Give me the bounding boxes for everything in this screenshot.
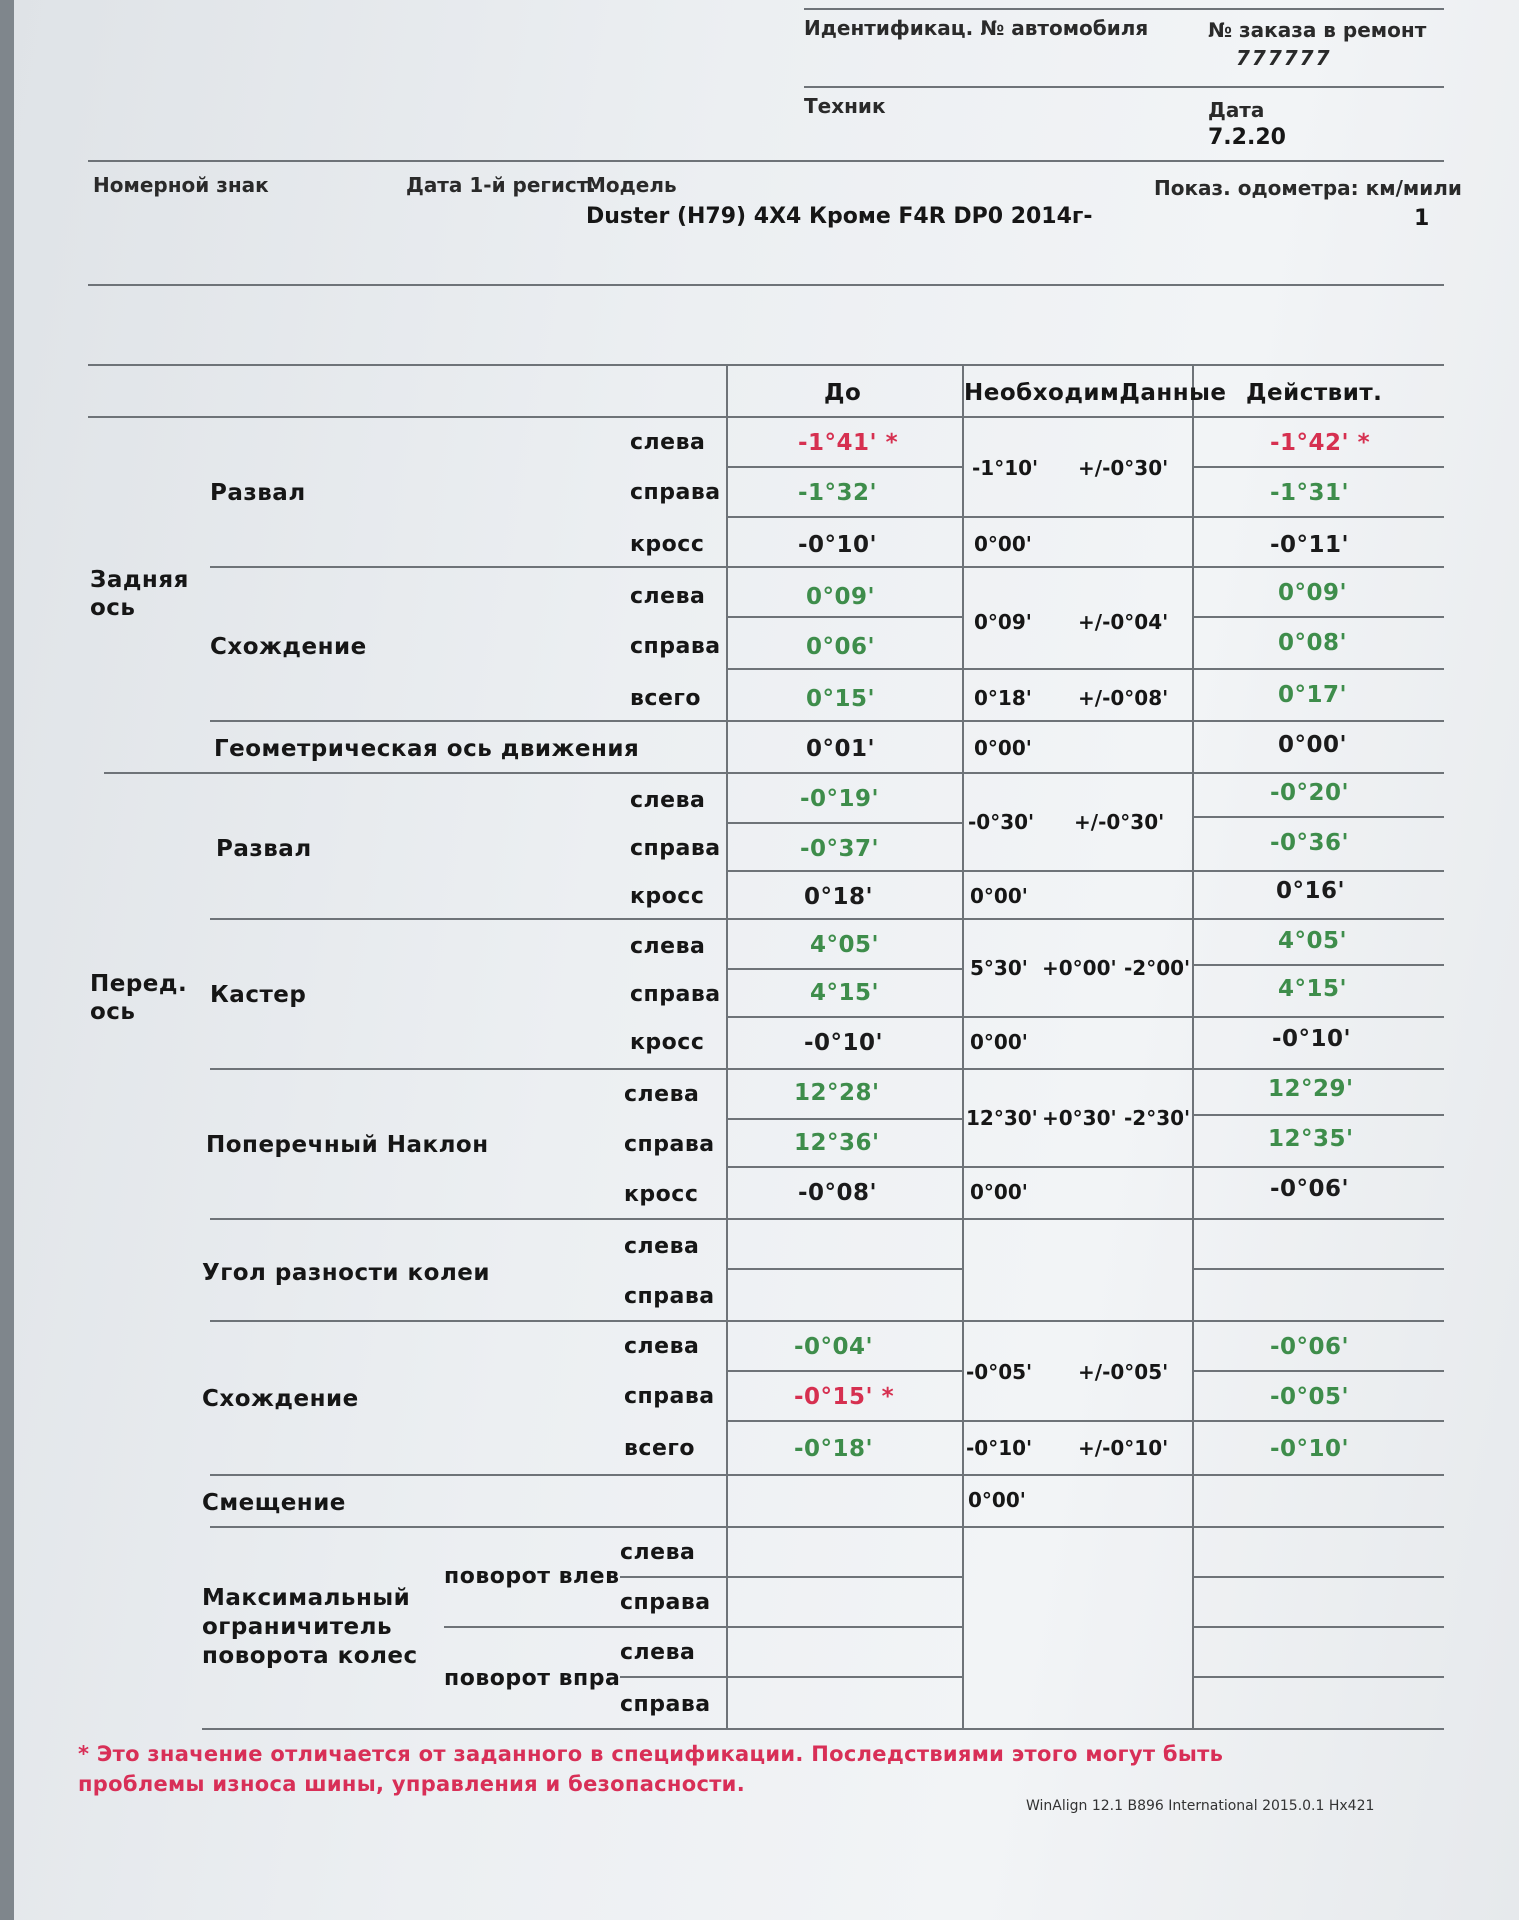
front-toe-spec: -0°05'	[966, 1360, 1033, 1384]
cell-rule	[728, 1016, 1444, 1018]
cell-rule	[1194, 964, 1444, 966]
thrust-before: 0°01'	[806, 736, 876, 762]
rear-toe-left-actual: 0°09'	[1278, 580, 1348, 606]
caster-left-actual: 4°05'	[1278, 928, 1348, 954]
caster-cross-spec: 0°00'	[970, 1030, 1028, 1054]
cell-rule	[1194, 816, 1444, 818]
sub-cross: кросс	[624, 1182, 699, 1207]
cell-rule	[1194, 1268, 1444, 1270]
rear-toe-total-tolerance: +/-0°08'	[1078, 686, 1169, 710]
sai-right-actual: 12°35'	[1268, 1126, 1354, 1152]
setback-label: Смещение	[202, 1490, 346, 1516]
footnote-line-2: проблемы износа шины, управления и безопасности.	[78, 1772, 745, 1796]
sai-tolerance-plus: +0°30'	[1042, 1106, 1117, 1130]
thrust-actual: 0°00'	[1278, 732, 1348, 758]
odometer-label: Показ. одометра: км/мили	[1154, 176, 1462, 200]
sub-total: всего	[630, 686, 701, 711]
cell-rule	[1194, 1626, 1444, 1628]
sub-left: слева	[630, 430, 706, 455]
rear-camber-cross-spec: 0°00'	[974, 532, 1032, 556]
sub-left: слева	[624, 1334, 700, 1359]
cell-rule	[620, 1676, 962, 1678]
sub-left: слева	[630, 788, 706, 813]
front-toe-total-before: -0°18'	[794, 1436, 874, 1462]
rear-toe-total-actual: 0°17'	[1278, 682, 1348, 708]
front-toe-right-actual: -0°05'	[1270, 1384, 1350, 1410]
footnote-line-1: * Это значение отличается от заданного в спецификации. Последствиями этого могут быть	[78, 1742, 1224, 1766]
cell-rule	[728, 1118, 962, 1120]
front-axle-label: Перед. ось	[90, 971, 188, 1025]
front-toe-label: Схождение	[202, 1386, 359, 1412]
cell-rule	[1194, 616, 1444, 618]
sub-right: справа	[630, 480, 721, 505]
caster-cross-actual: -0°10'	[1272, 1026, 1352, 1052]
cell-rule	[728, 1370, 962, 1372]
cell-rule	[1194, 1370, 1444, 1372]
rear-camber-label: Развал	[210, 480, 306, 506]
cell-rule	[728, 616, 962, 618]
sub-right: справа	[630, 836, 721, 861]
cell-rule	[728, 870, 1444, 872]
front-camber-cross-before: 0°18'	[804, 884, 874, 910]
front-camber-label: Развал	[216, 836, 312, 862]
odometer-value: 1	[1414, 206, 1430, 231]
column-before: До	[824, 380, 862, 406]
sub-right: справа	[620, 1692, 711, 1717]
sub-left: слева	[630, 934, 706, 959]
thrust-angle-label: Геометрическая ось движения	[214, 736, 640, 762]
model-value: Duster (H79) 4X4 Кроме F4R DP0 2014г-	[586, 204, 1093, 229]
alignment-report-sheet	[14, 0, 1519, 1920]
order-label: № заказа в ремонт	[1208, 18, 1427, 42]
cell-rule	[728, 516, 1444, 518]
order-number: 777777	[1236, 46, 1332, 70]
technician-label: Техник	[804, 94, 886, 118]
sai-spec: 12°30'	[966, 1106, 1038, 1130]
setback-spec: 0°00'	[968, 1488, 1026, 1512]
vin-label: Идентификац. № автомобиля	[804, 16, 1149, 40]
sub-right: справа	[620, 1590, 711, 1615]
max-turn-label: Максимальный ограничитель поворота колес	[202, 1585, 418, 1669]
sai-left-before: 12°28'	[794, 1080, 880, 1106]
front-toe-left-before: -0°04'	[794, 1334, 874, 1360]
front-toe-total-actual: -0°10'	[1270, 1436, 1350, 1462]
cell-rule	[1194, 1676, 1444, 1678]
cell-rule	[728, 668, 1444, 670]
front-toe-right-before: -0°15' *	[794, 1384, 895, 1410]
group-rule	[210, 1474, 1444, 1476]
cell-rule	[1194, 1576, 1444, 1578]
column-spec	[964, 380, 1227, 406]
front-camber-cross-spec: 0°00'	[970, 884, 1028, 908]
rear-toe-left-before: 0°09'	[806, 584, 876, 610]
caster-tolerance-minus: -2°00'	[1124, 956, 1191, 980]
sai-cross-actual: -0°06'	[1270, 1176, 1350, 1202]
sub-cross: кросс	[630, 884, 705, 909]
sai-label: Поперечный Наклон	[206, 1132, 489, 1158]
cell-rule	[620, 1576, 962, 1578]
sub-left: слева	[624, 1234, 700, 1259]
group-rule	[210, 720, 1444, 722]
front-toe-left-actual: -0°06'	[1270, 1334, 1350, 1360]
sub-left: слева	[624, 1082, 700, 1107]
column-data: Данные	[1119, 380, 1227, 406]
caster-tolerance-plus: +0°00'	[1042, 956, 1117, 980]
front-toe-tolerance: +/-0°05'	[1078, 1360, 1169, 1384]
rear-camber-left-before: -1°41' *	[798, 430, 899, 456]
toe-difference-label: Угол разности колеи	[202, 1260, 491, 1286]
sub-left: слева	[630, 584, 706, 609]
column-actual: Действит.	[1246, 380, 1383, 406]
rear-toe-label: Схождение	[210, 634, 367, 660]
registration-date-label: Дата 1-й регист.	[406, 173, 596, 197]
cell-rule	[1194, 1114, 1444, 1116]
header-rule	[88, 284, 1444, 286]
cell-rule	[444, 1626, 962, 1628]
group-rule	[210, 1526, 1444, 1528]
cell-rule	[728, 822, 962, 824]
column-divider	[1192, 366, 1194, 1729]
sub-left: слева	[620, 1540, 696, 1565]
sub-cross: кросс	[630, 532, 705, 557]
sub-right: справа	[630, 982, 721, 1007]
group-rule	[210, 566, 1444, 568]
front-camber-left-before: -0°19'	[800, 786, 880, 812]
sai-right-before: 12°36'	[794, 1130, 880, 1156]
sub-right: справа	[624, 1132, 715, 1157]
cell-rule	[728, 968, 962, 970]
rear-toe-total-spec: 0°18'	[974, 686, 1032, 710]
sai-cross-before: -0°08'	[798, 1180, 878, 1206]
rear-camber-cross-before: -0°10'	[798, 532, 878, 558]
caster-right-actual: 4°15'	[1278, 976, 1348, 1002]
sai-tolerance-minus: -2°30'	[1124, 1106, 1191, 1130]
caster-right-before: 4°15'	[810, 980, 880, 1006]
sai-left-actual: 12°29'	[1268, 1076, 1354, 1102]
software-version: WinAlign 12.1 B896 International 2015.0.1 Hx421	[1026, 1798, 1375, 1814]
sub-total: всего	[624, 1436, 695, 1461]
rear-toe-tolerance: +/-0°04'	[1078, 610, 1169, 634]
plate-label: Номерной знак	[93, 173, 269, 197]
rear-camber-spec: -1°10'	[972, 456, 1039, 480]
group-rule	[210, 1218, 1444, 1220]
front-toe-total-tolerance: +/-0°10'	[1078, 1436, 1169, 1460]
model-label: Модель	[586, 173, 677, 197]
front-camber-right-actual: -0°36'	[1270, 830, 1350, 856]
column-divider	[726, 366, 728, 1729]
group-rule	[210, 1320, 1444, 1322]
header-rule	[88, 160, 1444, 162]
sub-right: справа	[624, 1284, 715, 1309]
rear-camber-right-before: -1°32'	[798, 480, 878, 506]
table-bottom-rule	[202, 1728, 1444, 1730]
rear-toe-spec: 0°09'	[974, 610, 1032, 634]
caster-label: Кастер	[210, 982, 307, 1008]
caster-cross-before: -0°10'	[804, 1030, 884, 1056]
front-camber-cross-actual: 0°16'	[1276, 878, 1346, 904]
group-rule	[210, 918, 1444, 920]
date-label: Дата	[1208, 98, 1265, 122]
group-rule	[210, 1068, 1444, 1070]
caster-left-before: 4°05'	[810, 932, 880, 958]
rear-toe-right-before: 0°06'	[806, 634, 876, 660]
rear-camber-left-actual: -1°42' *	[1270, 430, 1371, 456]
header-rule	[804, 86, 1444, 88]
thrust-spec: 0°00'	[974, 736, 1032, 760]
rear-axle-label: Задняя ось	[90, 567, 189, 621]
cell-rule	[728, 466, 962, 468]
date-value: 7.2.20	[1208, 125, 1286, 150]
column-divider	[962, 366, 964, 1729]
front-camber-spec: -0°30'	[968, 810, 1035, 834]
header-rule	[804, 8, 1444, 10]
cell-rule	[728, 1420, 1444, 1422]
rear-toe-right-actual: 0°08'	[1278, 630, 1348, 656]
sub-right: справа	[624, 1384, 715, 1409]
cell-rule	[728, 1166, 1444, 1168]
front-camber-tolerance: +/-0°30'	[1074, 810, 1165, 834]
cell-rule	[1194, 466, 1444, 468]
sub-left: слева	[620, 1640, 696, 1665]
rear-camber-tolerance: +/-0°30'	[1078, 456, 1169, 480]
rear-camber-cross-actual: -0°11'	[1270, 532, 1350, 558]
axle-rule	[104, 772, 1444, 774]
cell-rule	[728, 1268, 962, 1270]
sub-cross: кросс	[630, 1030, 705, 1055]
caster-spec: 5°30'	[970, 956, 1028, 980]
column-required: Необходим	[964, 380, 1120, 406]
table-top-rule	[88, 364, 1444, 366]
front-toe-total-spec: -0°10'	[966, 1436, 1033, 1460]
turn-right-label: поворот впра	[444, 1666, 621, 1691]
rear-toe-total-before: 0°15'	[806, 686, 876, 712]
sai-cross-spec: 0°00'	[970, 1180, 1028, 1204]
sub-right: справа	[630, 634, 721, 659]
front-camber-right-before: -0°37'	[800, 836, 880, 862]
table-header-rule	[88, 416, 1444, 418]
rear-camber-right-actual: -1°31'	[1270, 480, 1350, 506]
turn-left-label: поворот влев	[444, 1564, 620, 1589]
front-camber-left-actual: -0°20'	[1270, 780, 1350, 806]
